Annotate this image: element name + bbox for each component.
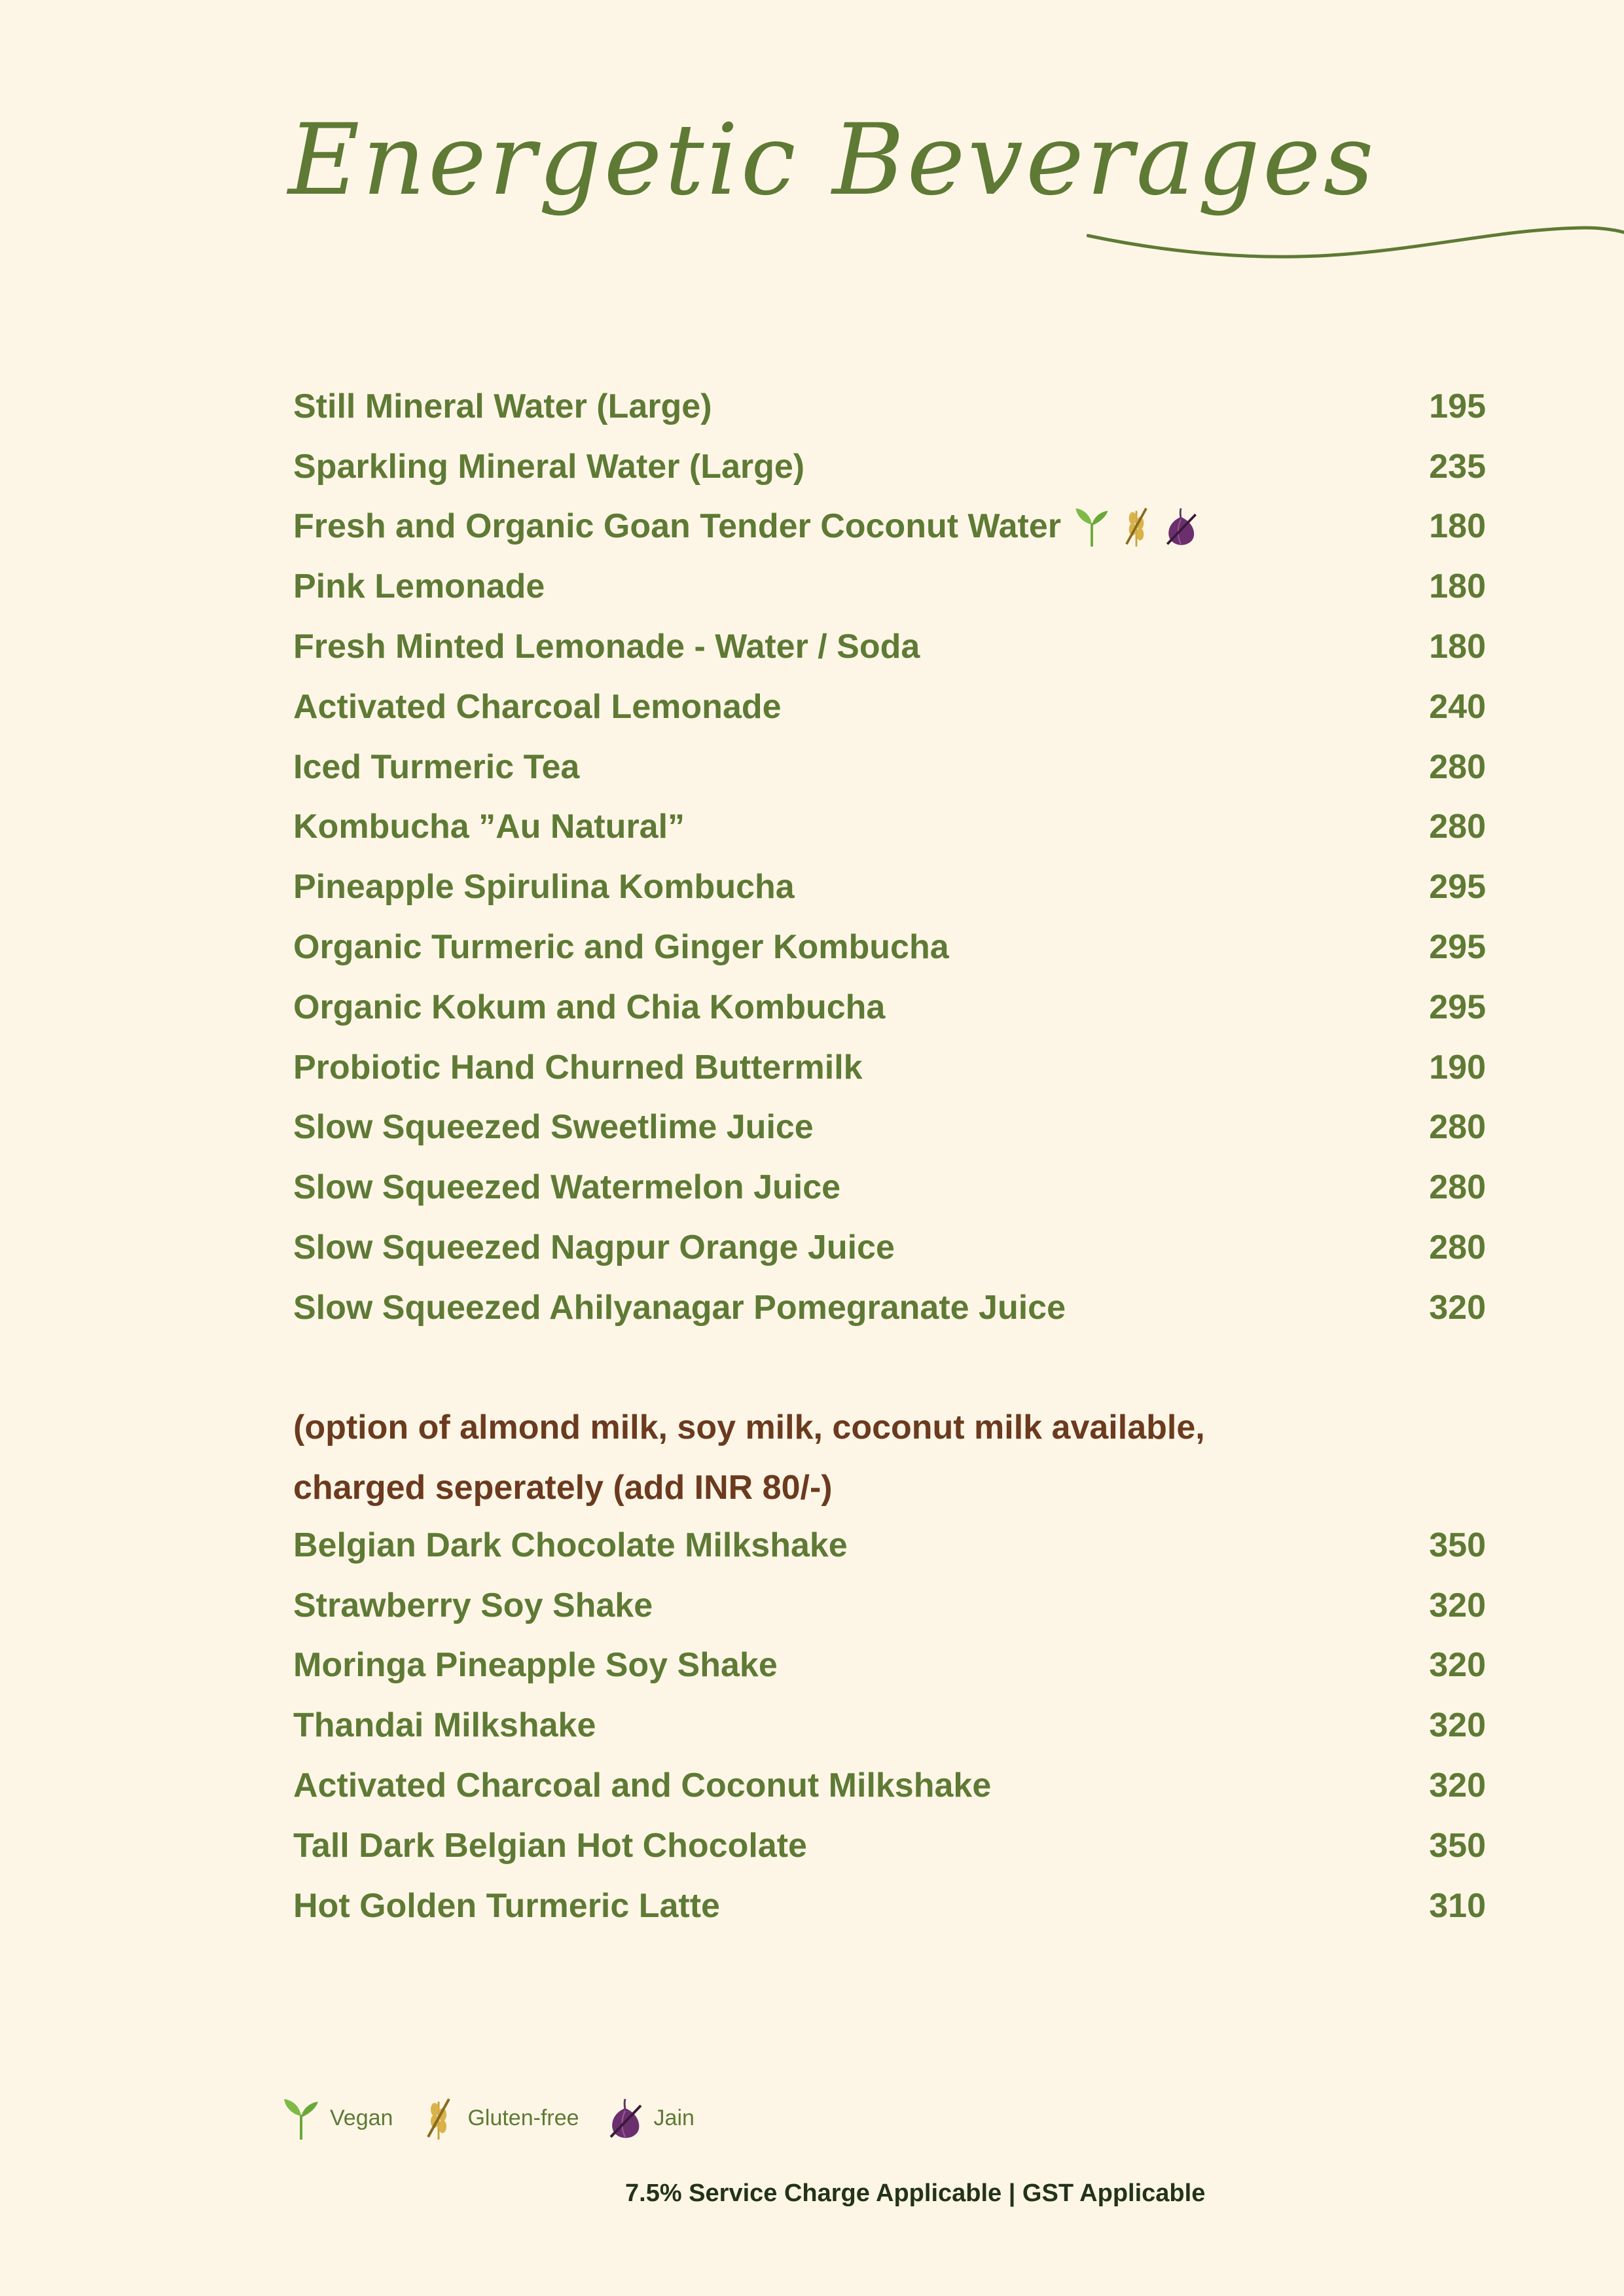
item-price: 295 <box>1429 928 1486 967</box>
gluten-free-icon <box>419 2094 458 2142</box>
item-name: Activated Charcoal and Coconut Milkshake <box>293 1767 992 1805</box>
menu-item <box>293 1695 1486 1755</box>
item-price: 180 <box>1429 567 1486 606</box>
legend-entry-jain <box>605 2094 695 2142</box>
menu-item <box>293 497 1486 557</box>
item-price: 280 <box>1429 1229 1486 1267</box>
item-name: Slow Squeezed Watermelon Juice <box>293 1168 841 1207</box>
menu-item <box>293 1037 1486 1098</box>
menu-item <box>293 917 1486 977</box>
item-name: Pink Lemonade <box>293 567 545 606</box>
menu-item <box>293 977 1486 1037</box>
item-name: Belgian Dark Chocolate Milkshake <box>293 1526 848 1564</box>
item-price: 280 <box>1429 1168 1486 1207</box>
milk-option-note <box>293 1397 1275 1518</box>
item-name: Moringa Pineapple Soy Shake <box>293 1646 778 1685</box>
item-price: 320 <box>1429 1586 1486 1624</box>
item-price: 320 <box>1429 1646 1486 1685</box>
item-price: 240 <box>1429 687 1486 726</box>
menu-item <box>293 617 1486 677</box>
item-name: Probiotic Hand Churned Buttermilk <box>293 1048 863 1086</box>
menu-item <box>293 376 1486 437</box>
jain-icon <box>1162 505 1200 548</box>
item-name: Fresh and Organic Goan Tender Coconut Water <box>293 507 1062 546</box>
menu-item <box>293 1515 1486 1575</box>
menu-item <box>293 437 1486 497</box>
item-price: 280 <box>1429 1108 1486 1147</box>
menu-item <box>293 1876 1486 1936</box>
item-name-with-icons <box>293 505 1200 548</box>
item-name: Slow Squeezed Sweetlime Juice <box>293 1108 814 1147</box>
title-swoosh-decoration <box>1087 216 1624 275</box>
item-name: Organic Turmeric and Ginger Kombucha <box>293 928 949 967</box>
menu-item <box>293 677 1486 737</box>
item-name: Kombucha ”Au Natural” <box>293 808 685 846</box>
diet-icons <box>1073 505 1200 548</box>
menu-item <box>293 797 1486 857</box>
menu-item <box>293 1755 1486 1816</box>
item-price: 180 <box>1429 628 1486 666</box>
item-price: 280 <box>1429 808 1486 846</box>
item-price: 320 <box>1429 1767 1486 1805</box>
page-title: Energetic Beverages <box>288 103 1377 217</box>
menu-item <box>293 1098 1486 1158</box>
item-price: 180 <box>1429 507 1486 546</box>
menu-item <box>293 556 1486 617</box>
legend-label: Gluten-free <box>467 2105 579 2130</box>
item-name: Activated Charcoal Lemonade <box>293 687 782 726</box>
menu-item <box>293 1816 1486 1876</box>
item-price: 350 <box>1429 1526 1486 1564</box>
item-price: 310 <box>1429 1886 1486 1925</box>
item-price: 235 <box>1429 447 1486 486</box>
menu-item <box>293 1278 1486 1338</box>
gluten-free-icon <box>1117 505 1155 548</box>
shake-list <box>293 1515 1486 1936</box>
vegan-icon <box>1073 505 1111 548</box>
note-line: charged seperately (add INR 80/-) <box>293 1469 833 1507</box>
item-name: Still Mineral Water (Large) <box>293 387 712 425</box>
service-charge-footer: 7.5% Service Charge Applicable | GST Applicable <box>625 2179 1206 2207</box>
menu-item <box>293 737 1486 797</box>
menu-item <box>293 1636 1486 1696</box>
item-name: Iced Turmeric Tea <box>293 747 580 786</box>
item-price: 295 <box>1429 988 1486 1026</box>
item-name: Sparkling Mineral Water (Large) <box>293 447 805 486</box>
note-line: (option of almond milk, soy milk, coconut milk available, <box>293 1408 1205 1446</box>
item-price: 195 <box>1429 387 1486 425</box>
item-name: Hot Golden Turmeric Latte <box>293 1886 720 1925</box>
menu-item <box>293 1575 1486 1636</box>
item-name: Slow Squeezed Ahilyanagar Pomegranate Juice <box>293 1288 1066 1327</box>
legend-label: Jain <box>653 2105 695 2130</box>
item-price: 280 <box>1429 747 1486 786</box>
item-price: 295 <box>1429 868 1486 906</box>
item-price: 350 <box>1429 1826 1486 1865</box>
item-name: Strawberry Soy Shake <box>293 1586 653 1624</box>
beverage-list <box>293 376 1486 1338</box>
item-name: Slow Squeezed Nagpur Orange Juice <box>293 1229 895 1267</box>
item-name: Organic Kokum and Chia Kombucha <box>293 988 886 1026</box>
item-price: 320 <box>1429 1288 1486 1327</box>
vegan-icon <box>281 2094 321 2142</box>
diet-legend <box>281 2094 721 2142</box>
menu-item <box>293 1217 1486 1278</box>
legend-entry-vegan <box>281 2094 393 2142</box>
legend-entry-gluten-free <box>419 2094 579 2142</box>
item-name: Thandai Milkshake <box>293 1706 596 1745</box>
item-price: 190 <box>1429 1048 1486 1086</box>
menu-item <box>293 857 1486 917</box>
item-name: Fresh Minted Lemonade - Water / Soda <box>293 628 920 666</box>
legend-label: Vegan <box>330 2105 393 2130</box>
menu-item <box>293 1157 1486 1217</box>
item-price: 320 <box>1429 1706 1486 1745</box>
jain-icon <box>605 2094 645 2142</box>
item-name: Pineapple Spirulina Kombucha <box>293 868 795 906</box>
item-name: Tall Dark Belgian Hot Chocolate <box>293 1826 807 1865</box>
